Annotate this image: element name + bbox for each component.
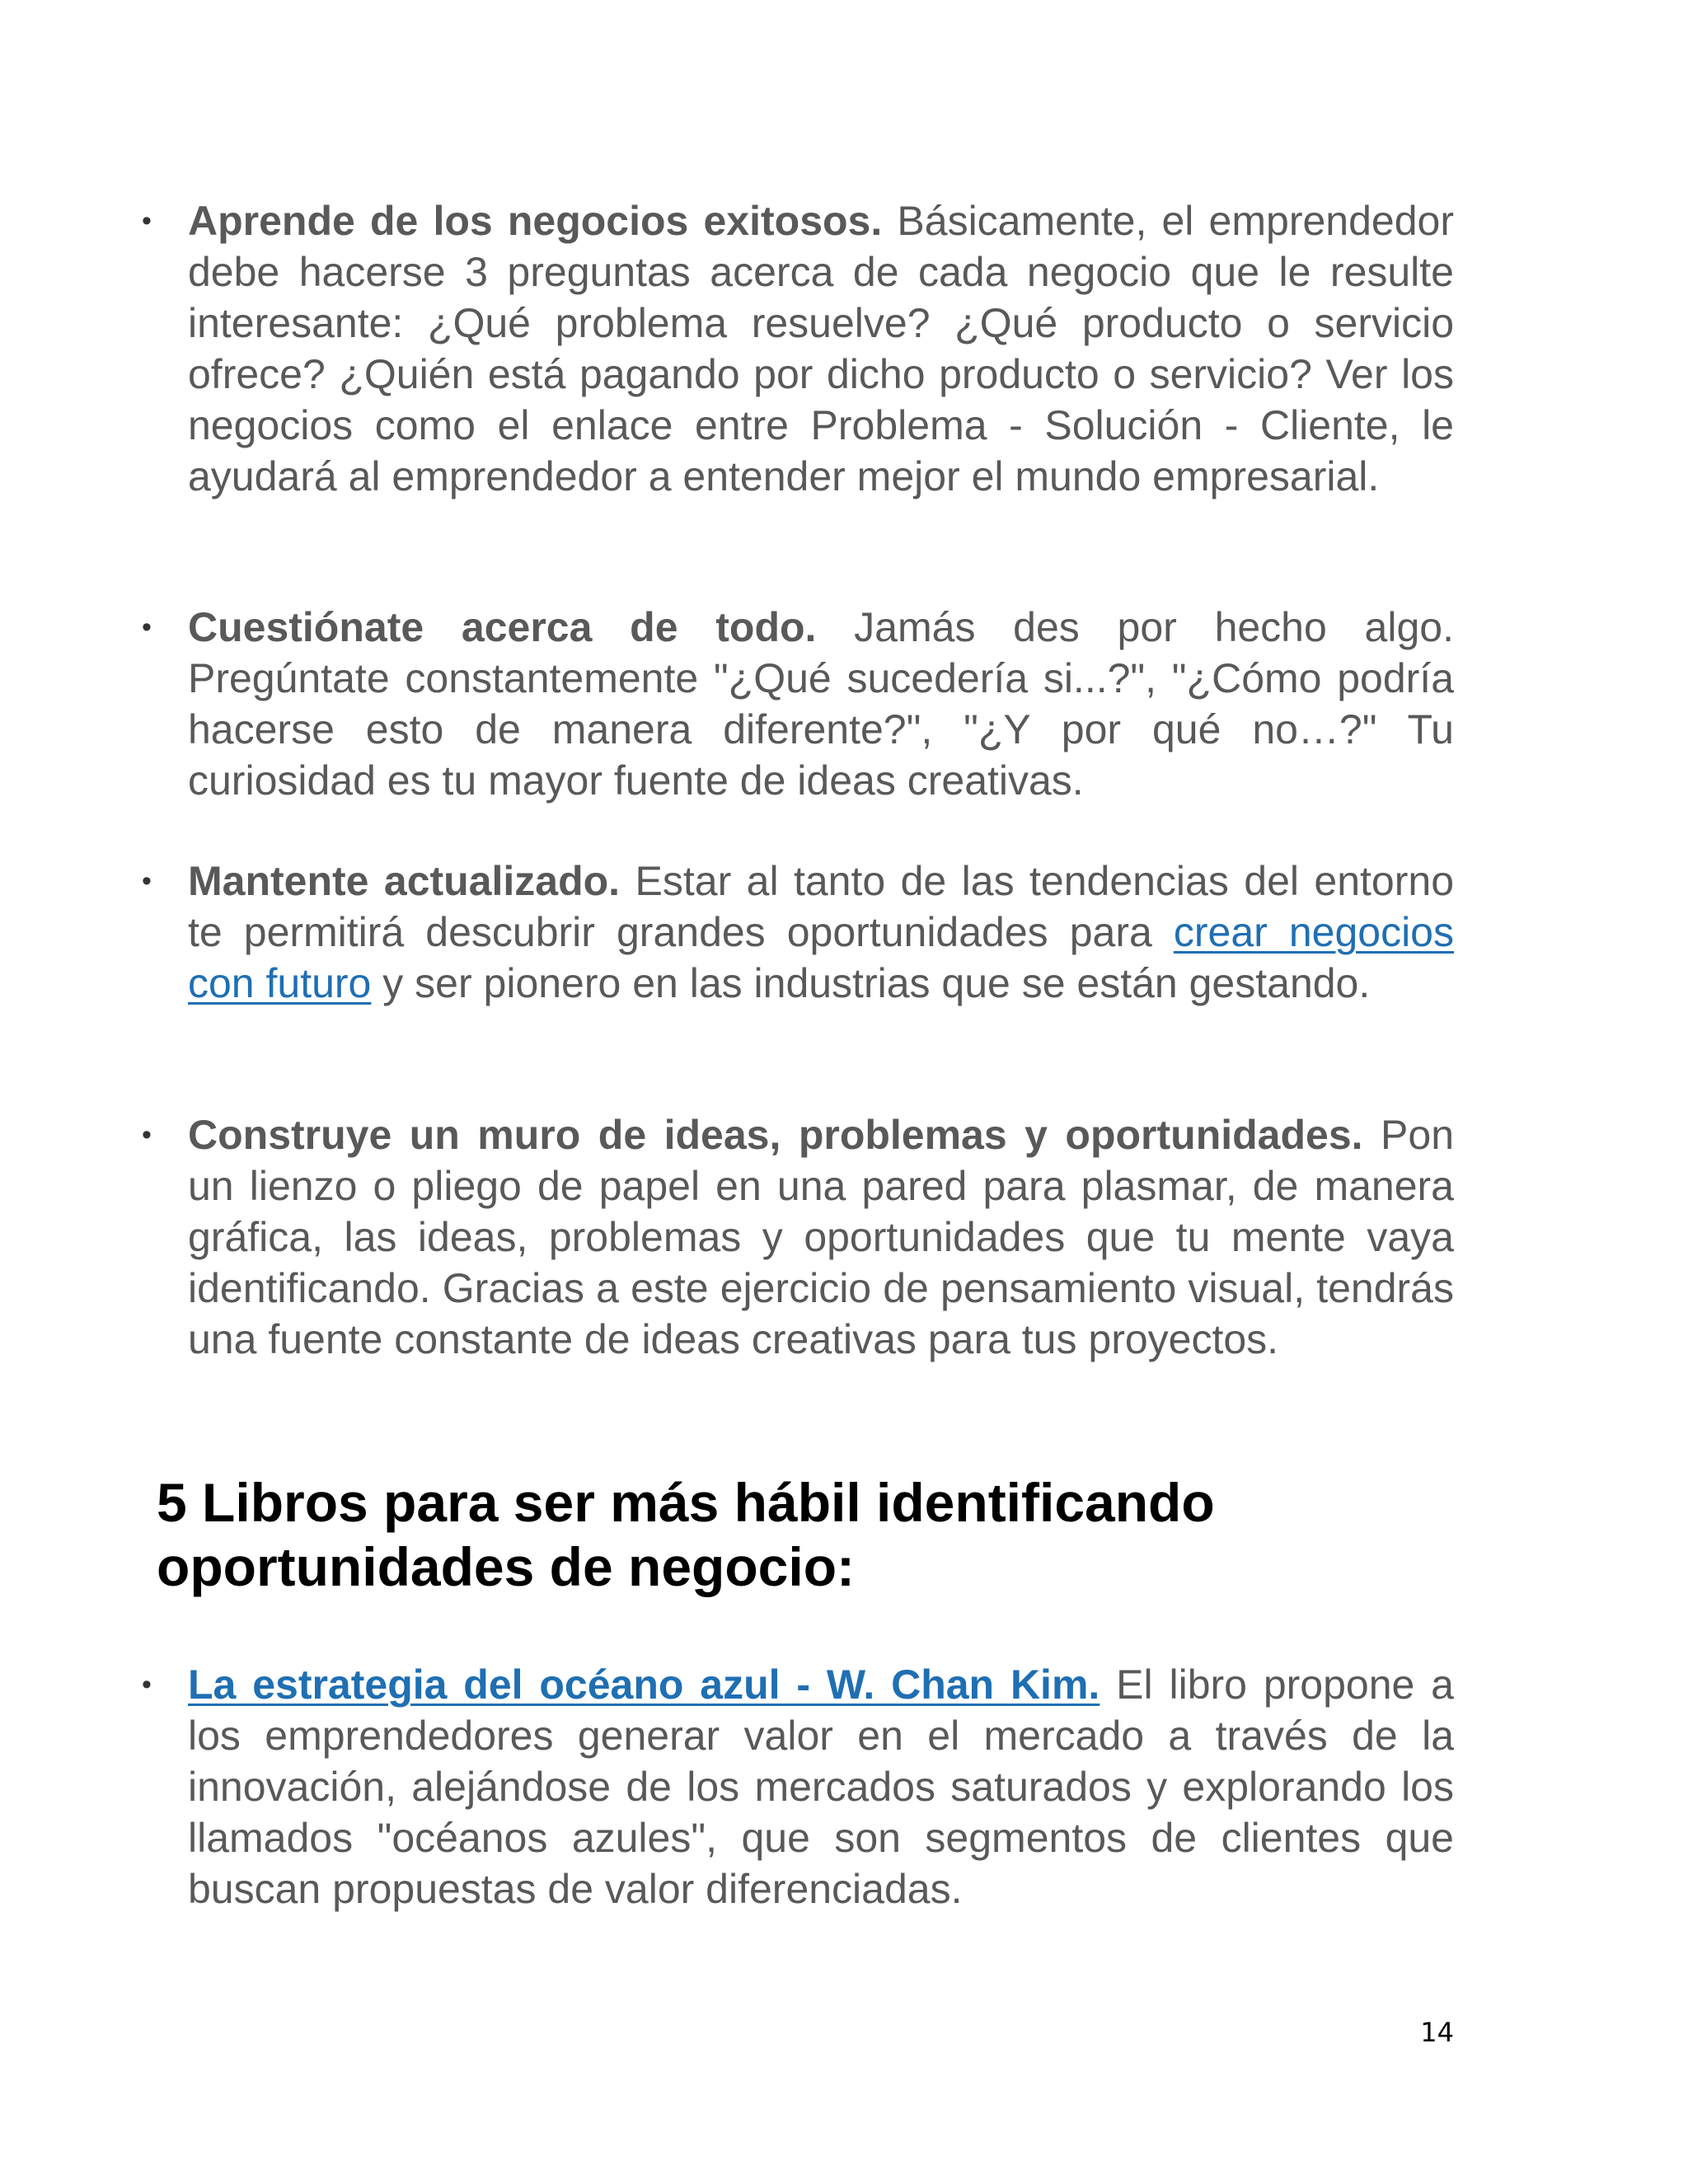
item-lead: Construye un muro de ideas, problemas y oportunidades.: [188, 1112, 1363, 1158]
item-lead: Aprende de los negocios exitosos.: [188, 198, 883, 244]
books-list: [142, 1659, 1454, 1915]
item-lead: Cuestiónate acerca de todo.: [188, 604, 817, 650]
tips-list-3: [142, 855, 1455, 1009]
tips-list-1: [142, 195, 1454, 502]
tips-list-2: [142, 602, 1454, 806]
list-item: [142, 855, 1455, 1009]
item-text: Jamás des por hecho algo. Pregúntate constantemente "¿Qué sucedería si...?", "¿Cómo podría hacerse esto de manera diferente?", "¿Y por qué no…?" Tu curiosidad es tu mayor fuente de ideas creativas.: [188, 604, 1454, 804]
item-text: Básicamente, el emprendedor debe hacerse 3 preguntas acerca de cada negocio que le resulte interesante: ¿Qué problema resuelve? ¿Qué producto o servicio ofrece? ¿Quién está pagando por dicho producto o servicio? Ver los negocios como el enlace entre Problema - Solución - Cliente, le ayudará al emprendedor a entender mejor el mundo empresarial.: [188, 198, 1454, 499]
list-item: [142, 602, 1454, 806]
bullet-dot-icon: •: [142, 865, 152, 897]
tips-list-4: [142, 1109, 1454, 1365]
book-link-oceano-azul[interactable]: La estrategia del océano azul - W. Chan Kim.: [188, 1661, 1100, 1708]
item-lead: Mantente actualizado.: [188, 858, 621, 904]
list-item: [142, 1659, 1454, 1915]
page-number: 14: [1420, 2017, 1454, 2048]
crear-negocios-link[interactable]: crear negocios con futuro: [188, 909, 1454, 1006]
item-text-before-link: Estar al tanto de las tendencias del entorno te permitirá descubrir grandes oportunidades para: [188, 858, 1455, 955]
bullet-dot-icon: •: [142, 205, 152, 237]
bullet-dot-icon: •: [142, 612, 152, 643]
item-text: Pon un lienzo o pliego de papel en una pared para plasmar, de manera gráfica, las ideas, problemas y oportunidades que tu mente vaya identificando. Gracias a este ejercicio de pensamiento visual, tendrás una fuente constante de ideas creativas para tus proyectos.: [188, 1112, 1454, 1362]
bullet-dot-icon: •: [142, 1119, 152, 1151]
list-item: [142, 195, 1454, 502]
item-text-after-link: y ser pionero en las industrias que se están gestando.: [382, 960, 1371, 1006]
book-description: El libro propone a los emprendedores generar valor en el mercado a través de la innovación, alejándose de los mercados saturados y explorando los llamados "océanos azules", que son segmentos de clientes que buscan propuestas de valor diferenciadas.: [188, 1661, 1454, 1912]
bullet-dot-icon: •: [142, 1669, 152, 1700]
list-item: [142, 1109, 1454, 1365]
section-heading: 5 Libros para ser más hábil identificando oportunidades de negocio:: [157, 1472, 1215, 1597]
